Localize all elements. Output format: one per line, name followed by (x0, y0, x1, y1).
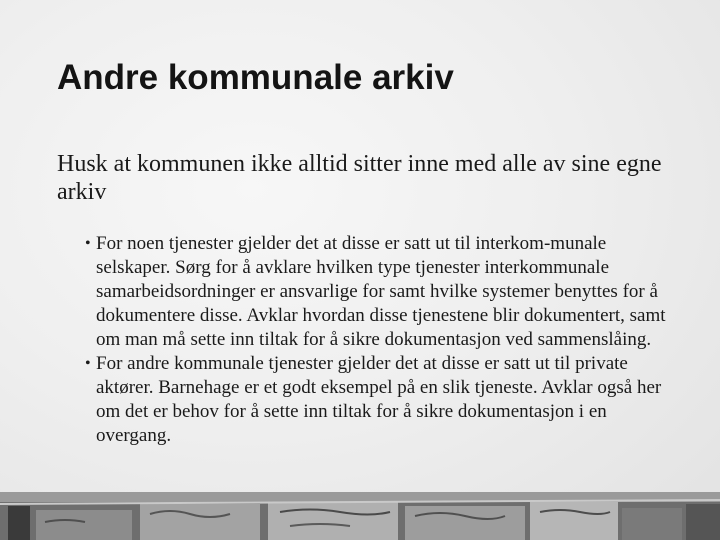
bullet-text: For andre kommunale tjenester gjelder det at disse er satt ut til private aktører. Barnehage er et godt eksempel på en slik tjeneste. Avklar også her om det er behov for å sette inn tiltak for å sikre dokumentasjon i en overgang. (96, 353, 662, 446)
bullet-list (85, 232, 675, 448)
slide-title: Andre kommunale arkiv (57, 58, 454, 97)
archive-boxes-photo (0, 492, 720, 540)
bullet-icon: • (85, 235, 91, 252)
bullet-icon: • (85, 355, 91, 372)
bullet-item (85, 232, 675, 352)
bullet-item (85, 352, 675, 448)
bullet-text: For noen tjenester gjelder det at disse er satt ut til interkom-munale selskaper. Sørg for å avklare hvilken type tjenester interkommunale samarbeidsordninger er ansvarlige for samt hvilke systemer benyttes for å dokumentere disse. Avklar hvordan disse tjenestene blir dokumentert, samt om man må sette inn tiltak for å sikre dokumentasjon ved sammenslåing. (96, 233, 666, 350)
archive-photo-icon (0, 492, 720, 540)
slide-subtitle: Husk at kommunen ikke alltid sitter inne med alle av sine egne arkiv (57, 151, 662, 205)
